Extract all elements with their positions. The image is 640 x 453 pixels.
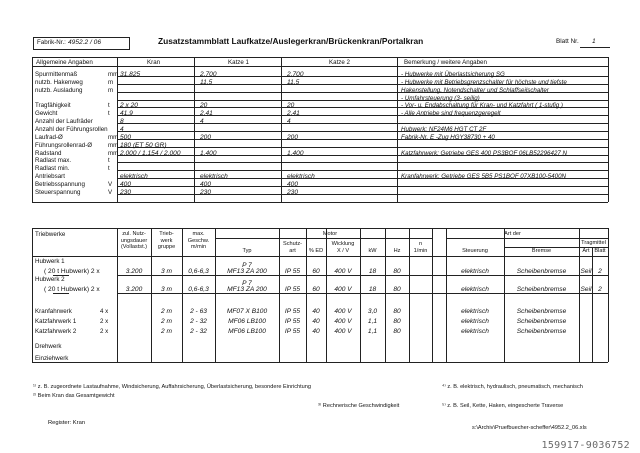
drive-schutzart: IP 55 — [284, 318, 301, 325]
drive-kw: 18 — [368, 286, 377, 293]
footnote-5: ⁵⁾ z. B. Seil, Kette, Haken, eingescherte Traverse — [442, 403, 564, 409]
spec-unit: mm — [108, 133, 119, 141]
spec-label: Führungsrollenrad-Ø — [35, 141, 93, 149]
col-katze1: Katze 1 — [228, 59, 249, 66]
rule-line — [117, 275, 608, 276]
drive-hz: 80 — [393, 268, 401, 275]
drive-ed: 40 — [312, 328, 320, 335]
fabrik-label: Fabrik-Nr.: — [37, 39, 66, 46]
drive-steuerung: elektrisch — [461, 308, 489, 315]
drive-typ: MF13 ZA 200 — [227, 268, 267, 275]
rule-line — [32, 66, 608, 67]
spec-kran-value: 31.825 — [120, 71, 141, 78]
spec-katze1-value: 400 — [200, 180, 212, 188]
col-katze2: Katze 2 — [329, 59, 350, 66]
hdr-tragmittel: Tragmittel — [581, 240, 606, 246]
spec-unit: t — [108, 165, 110, 173]
drive-schutzart: IP 55 — [284, 328, 301, 335]
spec-unit: t — [108, 110, 110, 118]
rule-line — [53, 293, 69, 294]
spec-label: Radlast max. — [35, 157, 72, 165]
spec-kran-value: 41,9 — [120, 110, 133, 118]
footnote-3: ³⁾ Rechnerische Geschwindigkeit — [318, 403, 400, 409]
rule-line — [397, 186, 608, 187]
document-title: Zusatzstammblatt Laufkatze/Auslegerkran/Brückenkran/Portalkran — [158, 36, 424, 46]
remark-line: Hakenstellung, Notendschalter und Schlaffseilschalter — [401, 86, 549, 94]
spec-label: nutzb. Hakenweg — [35, 78, 83, 86]
drive-schutzart: IP 55 — [284, 286, 301, 293]
spec-label: Spurmittenmaß — [35, 71, 78, 78]
hdr-motor: Motor — [322, 231, 338, 237]
spec-unit: mm — [108, 71, 119, 78]
footnote-4: ⁴⁾ z. B. elektrisch, hydraulisch, pneumatisch, mechanisch — [442, 384, 583, 390]
spec-label: Anzahl der Führungsrollen — [35, 125, 108, 133]
spec-label: Radlast min. — [35, 165, 70, 173]
spec-katze2-value: 230 — [287, 188, 299, 196]
drive-schutzart: IP 55 — [284, 268, 301, 275]
drive-multiplicity: 2 x — [100, 318, 109, 325]
register-label: Register: Kran — [48, 420, 86, 426]
drive-triebwerkgruppe: 2 m — [161, 308, 172, 315]
spec-katze2-value: 1.400 — [287, 149, 304, 157]
drive-typ: MF07 X B100 — [226, 308, 268, 315]
rule-line — [397, 162, 608, 163]
spec-kran-value: 230 — [120, 188, 132, 196]
hdr-wicklung: Wicklung X / V — [331, 241, 355, 254]
rule-line — [446, 238, 608, 239]
spec-label: Laufrad-Ø — [35, 133, 63, 141]
spec-unit: V — [108, 188, 113, 196]
drive-bremse: Scheibenbremse — [516, 308, 567, 315]
drive-kw: 1,1 — [367, 328, 378, 335]
drive-bremse: Scheibenbremse — [516, 268, 567, 275]
remark-line: Katzfahrwerk: Getriebe GES 400 PS3BOF 06LB52296427 N — [401, 149, 568, 157]
rule-line — [32, 362, 608, 363]
drive-wicklung: 400 V — [334, 308, 352, 315]
spec-katze1-value: 11,5 — [200, 78, 213, 86]
spec-unit: t — [108, 102, 110, 110]
rule-line — [608, 228, 609, 362]
footnote-1: ¹⁾ z. B. zugeordnete Lastaufnahme, Windsicherung, Auffahrsicherung, Überlastsicherung, besondere Einrichtung — [33, 384, 312, 390]
drive-triebwerkgruppe: 3 m — [161, 268, 172, 275]
drive-hz: 80 — [393, 328, 401, 335]
hdr-art: Art — [582, 248, 590, 254]
rule-line — [432, 228, 433, 362]
spec-unit: mm — [108, 149, 119, 157]
rule-line — [194, 57, 195, 202]
hdr-triebwerkgruppe: Trieb- werk gruppe — [157, 231, 176, 251]
drive-ed: 40 — [312, 318, 320, 325]
hdr-hz: Hz — [393, 248, 401, 254]
drive-steuerung: elektrisch — [461, 268, 489, 275]
file-path: s:\Archiv\Pruefbuecher-scheffer\4952.2_06.xls — [472, 425, 587, 431]
hdr-blatt: Blatt — [594, 248, 606, 254]
drive-name: Drehwerk — [35, 343, 62, 350]
spec-katze2-value: 4 — [287, 118, 291, 126]
spec-label: Anzahl der Laufräder — [35, 118, 93, 126]
blatt-value: 1 — [592, 38, 596, 45]
fabrik-value: 4952.2 / 06 — [68, 39, 101, 46]
spec-label: Radstand — [35, 149, 62, 157]
hdr-artder: Art der — [504, 231, 521, 237]
spec-katze2-value: 20 — [287, 102, 295, 110]
drive-hz: 80 — [393, 308, 401, 315]
drive-hz: 80 — [393, 318, 401, 325]
spec-kran-value: 500 — [120, 133, 132, 141]
drive-typ: MF06 LB100 — [228, 328, 266, 335]
remark-line: - Umfahrsteuerung (3- seilig) — [401, 94, 480, 102]
rule-line — [281, 57, 282, 202]
spec-katze1-value: 2,41 — [200, 110, 213, 118]
drive-name: Hubwerk 1 — [35, 258, 65, 265]
spec-katze1-value: 1.400 — [200, 149, 217, 157]
drive-multiplicity: 2 x — [100, 328, 109, 335]
spec-unit: V — [108, 180, 113, 188]
drive-kw: 18 — [368, 268, 377, 275]
remark-line: - Alle Antriebe sind frequenzgeregelt — [401, 110, 501, 118]
rule-line — [117, 293, 608, 294]
rule-line — [397, 202, 608, 203]
drive-typ-line1: P 7 — [242, 262, 252, 269]
spec-katze2-value: elektrisch — [287, 173, 315, 181]
rule-line — [117, 202, 397, 203]
spec-kran-value: 400 — [120, 180, 132, 188]
rule-line — [397, 57, 398, 202]
drive-hz: 80 — [393, 286, 401, 293]
rule-line — [397, 194, 608, 195]
drive-tragmittel-blatt: 2 — [598, 268, 602, 275]
rule-line — [32, 57, 33, 202]
drive-tragmittel-blatt: 2 — [598, 286, 602, 293]
drive-triebwerkgruppe: 2 m — [161, 328, 172, 335]
drive-geschwindigkeit: 2 - 32 — [190, 318, 207, 325]
hdr-geschwindigkeit: max. Geschw. m/min — [187, 231, 210, 251]
drive-geschwindigkeit: 2 - 32 — [190, 328, 207, 335]
spec-katze2-value: 200 — [287, 133, 299, 141]
drive-steuerung: elektrisch — [461, 286, 489, 293]
rule-line — [117, 57, 118, 202]
spec-label: Gewicht — [35, 110, 58, 118]
spec-label: Steuerspannung — [35, 188, 81, 196]
drive-wicklung: 400 V — [334, 286, 352, 293]
spec-katze2-value: 400 — [287, 180, 299, 188]
spec-katze1-value: 2.700 — [200, 71, 217, 78]
drive-wicklung: 400 V — [334, 268, 352, 275]
drive-name: Hubwerk 2 — [35, 276, 65, 283]
rule-line — [397, 170, 608, 171]
rule-line — [117, 170, 397, 171]
drive-name: Kranfahrwerk — [35, 308, 72, 315]
spec-kran-value: 8 — [120, 118, 124, 126]
blatt-label: Blatt Nr. — [556, 38, 579, 45]
hdr-nutzungsdauer: zul. Nutz- ungsdauer (Vollastst.) — [120, 231, 148, 251]
rule-line — [32, 228, 608, 229]
hdr-schutzart: Schutz- art — [283, 241, 302, 254]
hdr-ed: % ED — [308, 248, 324, 254]
drive-geschwindigkeit: 2 - 63 — [190, 308, 207, 315]
drive-ed: 40 — [312, 308, 320, 315]
col-allgemeine: Allgemeine Angaben — [36, 59, 93, 66]
rule-line — [592, 247, 593, 362]
drive-nutzungsdauer: 3.200 — [125, 268, 143, 275]
rule-line — [397, 147, 608, 148]
remark-line: - Hubwerke mit Überlastsicherung SG — [401, 71, 505, 78]
spec-kran-value: elektrisch — [120, 173, 148, 181]
spec-label: Betriebsspannung — [35, 180, 85, 188]
spec-katze2-value: 11,5 — [287, 78, 300, 86]
spec-katze1-value: 200 — [200, 133, 212, 141]
spec-unit: m — [108, 86, 114, 94]
drive-triebwerkgruppe: 3 m — [161, 286, 172, 293]
remark-line: Hubwerk: NF24M6 HGT CT 2F — [401, 125, 487, 133]
spec-katze1-value: 4 — [200, 118, 204, 126]
hdr-n: n 1/min — [413, 241, 428, 254]
rule-line — [608, 57, 609, 202]
drive-steuerung: elektrisch — [461, 318, 489, 325]
spec-unit: mm — [108, 141, 119, 149]
hdr-typ: Typ — [242, 248, 252, 254]
rule-line — [53, 275, 69, 276]
rule-line — [117, 92, 397, 93]
drive-bremse: Scheibenbremse — [516, 318, 567, 325]
spec-katze1-value: 230 — [200, 188, 212, 196]
rule-line — [32, 228, 33, 362]
drive-wicklung: 400 V — [334, 318, 352, 325]
drive-geschwindigkeit: 0,6-6,3 — [188, 286, 209, 293]
drive-ed: 60 — [312, 286, 320, 293]
drive-ed: 60 — [312, 268, 320, 275]
drive-typ: MF06 LB100 — [228, 318, 266, 325]
hdr-bremse: Bremse — [531, 248, 552, 254]
rule-line — [117, 100, 397, 101]
rule-line — [215, 238, 432, 239]
rule-line — [580, 47, 610, 48]
spec-kran-value: 2.000 / 1.154 / 2.000 — [120, 149, 181, 157]
drive-multiplicity: ( 20 t Hubwerk) 2 x — [44, 286, 100, 293]
spec-label: Tragfähigkeit — [35, 102, 71, 110]
rule-line — [32, 57, 608, 58]
remark-line: - Hubwerke mit Betriebsgrenzschalter für höchste und tiefste — [401, 78, 567, 86]
drive-schutzart: IP 55 — [284, 308, 301, 315]
remark-line: - Vor- u. Endabschaltung für Kran- und Katzfahrt ( 1-stufig ) — [401, 102, 563, 110]
drive-nutzungsdauer: 3.200 — [125, 286, 143, 293]
drive-name: Einziehwerk — [35, 355, 69, 362]
drive-geschwindigkeit: 0,6-6,3 — [188, 268, 209, 275]
drive-tragmittel-art: Seil — [580, 286, 592, 293]
spec-kran-value: 2 x 20 — [120, 102, 138, 110]
drive-name: Katzfahrwerk 1 — [35, 318, 77, 325]
spec-katze2-value: 2,41 — [287, 110, 300, 118]
watermark-id: 159917-9036752 — [541, 440, 630, 451]
drive-triebwerkgruppe: 2 m — [161, 318, 172, 325]
spec-kran-value: 4 — [120, 125, 124, 133]
drive-steuerung: elektrisch — [461, 328, 489, 335]
spec-label: nutzb. Ausladung — [35, 86, 83, 94]
rule-line — [32, 256, 608, 257]
drive-typ: MF13 ZA 200 — [227, 286, 267, 293]
drive-bremse: Scheibenbremse — [516, 286, 567, 293]
drive-kw: 1,1 — [367, 318, 378, 325]
drive-multiplicity: ( 20 t Hubwerk) 2 x — [44, 268, 100, 275]
rule-line — [117, 162, 397, 163]
hdr-kw: kW — [368, 248, 377, 254]
drive-typ-line1: P 7 — [242, 280, 252, 287]
col-bemerkung: Bemerkung / weitere Angaben — [404, 59, 487, 66]
footnote-2: ²⁾ Beim Kran das Gesamtgewicht — [33, 393, 115, 399]
spec-kran-value: 180 (ET 50 GR) — [120, 141, 167, 149]
spec-unit: m — [108, 78, 114, 86]
spec-unit: t — [108, 157, 110, 165]
drive-name: Katzfahrwerk 2 — [35, 328, 77, 335]
col-kran: Kran — [147, 59, 161, 66]
triebwerke-header: Triebwerke — [35, 231, 66, 238]
spec-katze1-value: 20 — [200, 102, 208, 110]
drive-wicklung: 400 V — [334, 328, 352, 335]
spec-label: Antriebsart — [35, 173, 65, 181]
spec-katze2-value: 2.700 — [287, 71, 304, 78]
rule-line — [397, 123, 608, 124]
spec-katze1-value: elektrisch — [200, 173, 228, 181]
drive-tragmittel-art: Seil — [580, 268, 592, 275]
remark-line: Kranfahrwerk: Getriebe GES 5B5 PS1BOF 07XB100-5400N — [401, 173, 566, 181]
hdr-steuerung: Steuerung — [462, 248, 488, 254]
remark-line: Fabrik-Nr. E -Zug HGY38730 + 40 — [401, 133, 495, 141]
drive-multiplicity: 4 x — [100, 308, 109, 315]
drive-bremse: Scheibenbremse — [516, 328, 567, 335]
drive-kw: 3,0 — [367, 308, 378, 315]
